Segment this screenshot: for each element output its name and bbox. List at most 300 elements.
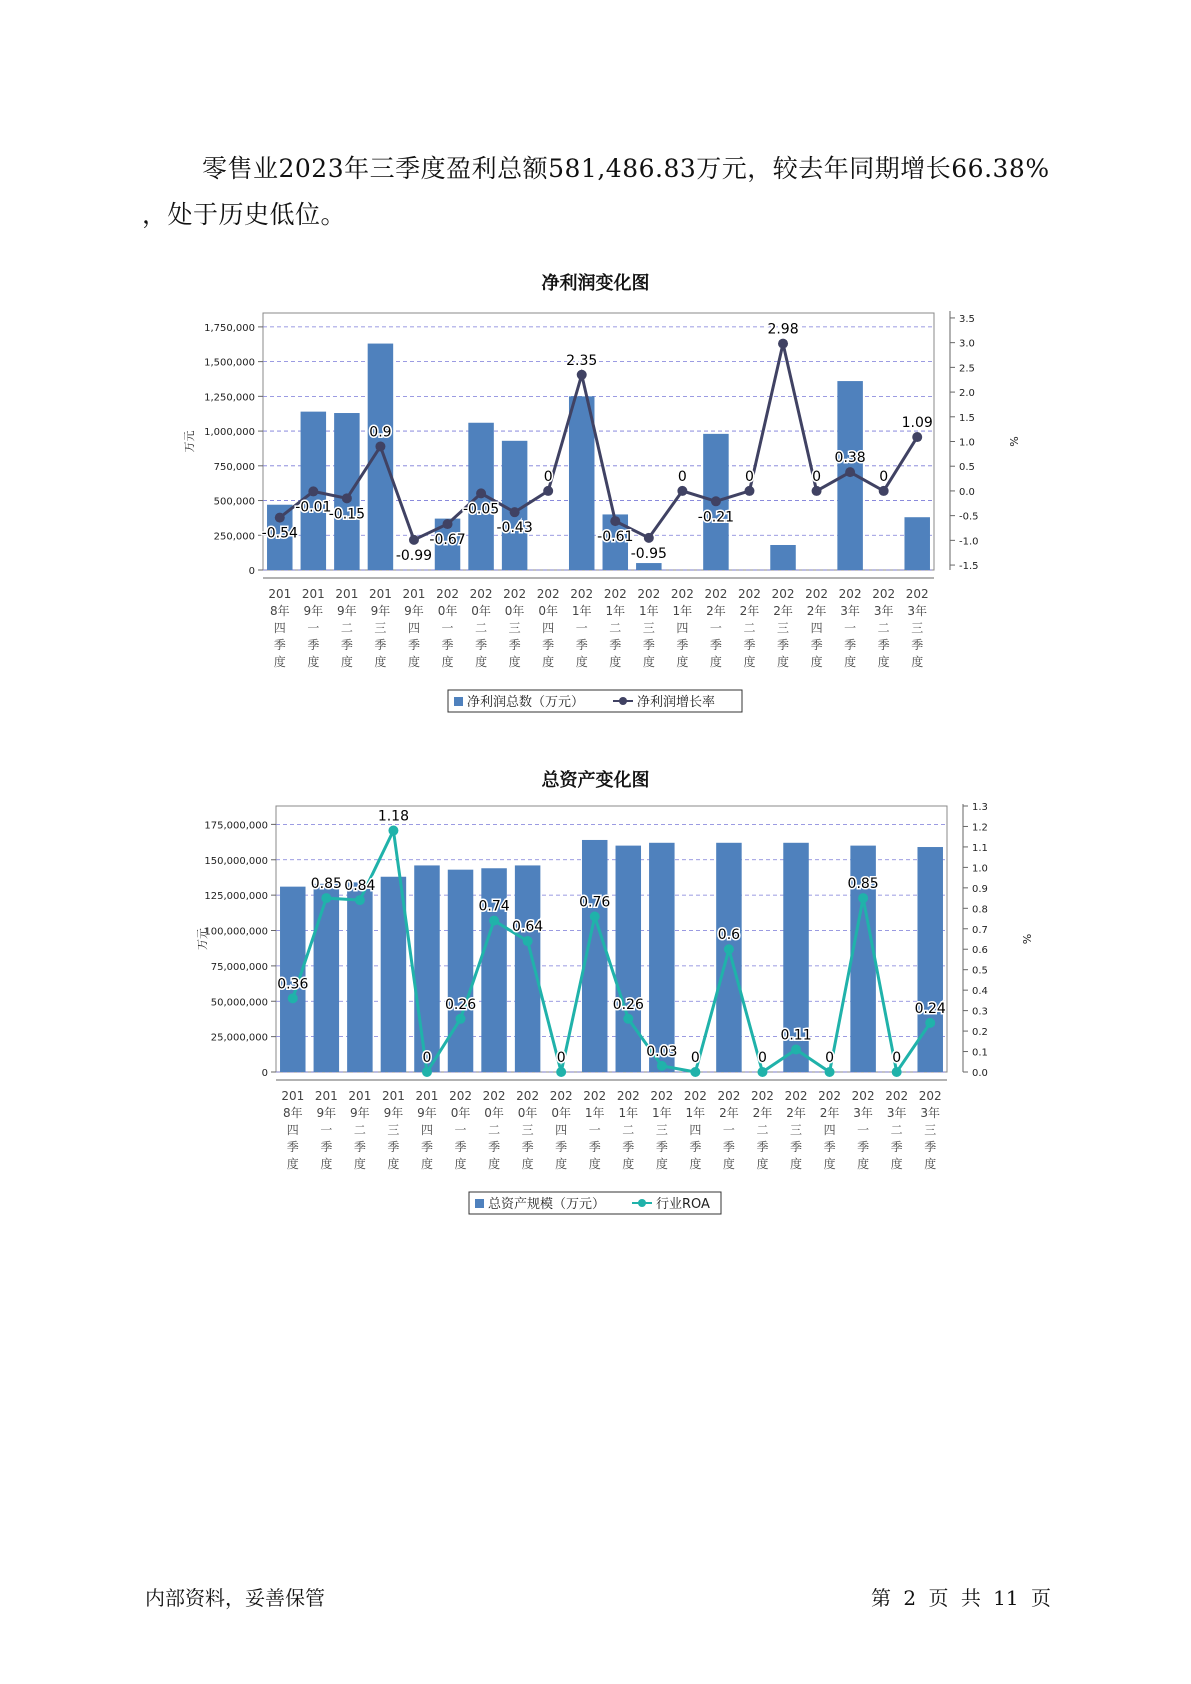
data-label: 0.9 xyxy=(369,424,392,441)
x-tick-label: 度 xyxy=(676,655,689,669)
x-tick-label: 1年 xyxy=(618,1106,639,1120)
line-point xyxy=(321,893,331,903)
x-tick-label: 0年 xyxy=(517,1106,538,1120)
x-tick-label: 季 xyxy=(810,638,823,652)
bar xyxy=(314,884,339,1072)
bar xyxy=(334,413,359,570)
x-tick-label: 二 xyxy=(622,1123,635,1137)
x-tick-label: 度 xyxy=(743,655,756,669)
x-tick-label: 二 xyxy=(609,621,622,635)
x-tick-label: 度 xyxy=(709,655,722,669)
x-tick-label: 季 xyxy=(743,638,756,652)
x-tick-label: 度 xyxy=(588,1157,601,1171)
x-tick-label: 三 xyxy=(521,1123,534,1137)
x-tick-label: 2年 xyxy=(773,604,793,618)
x-tick-label: 季 xyxy=(420,1140,433,1154)
x-tick-label: 度 xyxy=(521,1157,534,1171)
y-right-tick-label: 1.0 xyxy=(972,863,988,875)
x-tick-label: 度 xyxy=(441,655,454,669)
x-tick-label: 度 xyxy=(722,1157,735,1171)
x-tick-label: 202 xyxy=(583,1089,607,1103)
data-label: 0 xyxy=(556,1050,566,1066)
x-tick-label: 202 xyxy=(905,587,929,601)
x-tick-label: 201 xyxy=(281,1089,305,1103)
x-tick-label: 度 xyxy=(575,655,588,669)
x-tick-label: 202 xyxy=(818,1089,842,1103)
x-tick-label: 201 xyxy=(381,1089,405,1103)
x-tick-label: 四 xyxy=(542,621,555,635)
x-tick-label: 季 xyxy=(273,638,286,652)
data-label: 0.6 xyxy=(717,927,741,944)
x-tick-label: 202 xyxy=(616,1089,640,1103)
line-point xyxy=(543,486,553,496)
line-point xyxy=(845,467,855,477)
plot-area xyxy=(276,806,947,1072)
x-tick-label: 一 xyxy=(441,621,454,635)
data-label: 0.36 xyxy=(277,976,309,993)
data-label: 0.85 xyxy=(310,876,342,893)
x-tick-label: 202 xyxy=(637,587,661,601)
x-tick-label: 3年 xyxy=(840,604,860,618)
x-tick-label: 季 xyxy=(555,1140,568,1154)
data-label: -0.95 xyxy=(630,545,667,562)
x-tick-label: 度 xyxy=(609,655,622,669)
y-left-tick-label: 75,000,000 xyxy=(210,961,268,973)
data-label: 0.26 xyxy=(612,996,644,1013)
line-point xyxy=(409,535,419,545)
x-tick-label: 2年 xyxy=(819,1106,840,1120)
legend-bar-label: 净利润总数（万元） xyxy=(467,695,585,710)
x-tick-label: 度 xyxy=(756,1157,769,1171)
x-tick-label: 9年 xyxy=(303,604,324,618)
x-tick-label: 201 xyxy=(402,587,426,601)
x-tick-label: 季 xyxy=(609,638,622,652)
data-label: 0.76 xyxy=(579,894,611,911)
data-label: 1.18 xyxy=(377,808,410,825)
footer-page-number: 第 2 页 共 11 页 xyxy=(871,1586,1051,1610)
y-left-tick-label: 1,750,000 xyxy=(204,322,255,334)
y-left-axis-title: 万元 xyxy=(183,430,196,453)
x-tick-label: 1年 xyxy=(571,604,592,618)
y-right-tick-label: 0.6 xyxy=(972,945,988,957)
legend-line-label: 净利润增长率 xyxy=(637,695,716,710)
x-tick-label: 度 xyxy=(844,655,857,669)
line-point xyxy=(355,895,365,905)
line-point xyxy=(825,1067,835,1077)
x-tick-label: 一 xyxy=(844,621,857,635)
x-tick-label: 季 xyxy=(441,638,454,652)
x-tick-label: 9年 xyxy=(404,604,424,618)
data-label: 0.85 xyxy=(847,876,879,893)
y-left-tick-label: 25,000,000 xyxy=(210,1032,268,1044)
x-tick-label: 202 xyxy=(683,1089,707,1103)
net-profit-chart xyxy=(0,300,1191,740)
x-tick-label: 季 xyxy=(676,638,689,652)
data-label: -0.67 xyxy=(429,532,466,549)
data-label: 1.09 xyxy=(901,415,933,432)
x-tick-label: 季 xyxy=(353,1140,366,1154)
data-label: 0 xyxy=(879,468,889,485)
x-tick-label: 季 xyxy=(777,638,790,652)
x-tick-label: 度 xyxy=(420,1157,433,1171)
x-tick-label: 8年 xyxy=(282,1106,303,1120)
x-tick-label: 季 xyxy=(575,638,588,652)
y-left-tick-label: 150,000,000 xyxy=(204,855,268,867)
line-point xyxy=(791,1044,801,1054)
x-tick-label: 202 xyxy=(503,587,527,601)
x-tick-label: 202 xyxy=(469,587,493,601)
y-right-tick-label: -1.0 xyxy=(959,536,979,548)
x-tick-label: 三 xyxy=(655,1123,668,1137)
x-tick-label: 一 xyxy=(709,621,722,635)
x-tick-label: 季 xyxy=(844,638,857,652)
x-tick-label: 202 xyxy=(482,1089,506,1103)
x-tick-label: 四 xyxy=(823,1123,836,1137)
x-tick-label: 四 xyxy=(407,621,420,635)
y-right-tick-label: 0.5 xyxy=(959,462,975,474)
y-left-tick-label: 250,000 xyxy=(213,531,255,543)
x-tick-label: 季 xyxy=(722,1140,735,1154)
x-tick-label: 1年 xyxy=(605,604,626,618)
x-tick-label: 二 xyxy=(756,1123,769,1137)
x-tick-label: 201 xyxy=(301,587,325,601)
x-tick-label: 9年 xyxy=(316,1106,337,1120)
x-tick-label: 202 xyxy=(549,1089,573,1103)
legend-line-label: 行业ROA xyxy=(656,1197,710,1212)
footer-confidential-note: 内部资料，妥善保管 xyxy=(145,1586,325,1610)
y-right-tick-label: 3.5 xyxy=(959,313,975,325)
line-point xyxy=(443,519,453,529)
data-label: 0 xyxy=(677,468,687,485)
x-tick-label: 四 xyxy=(286,1123,299,1137)
y-right-tick-label: 3.0 xyxy=(959,338,975,350)
x-tick-label: 一 xyxy=(307,621,320,635)
y-right-tick-label: 0.9 xyxy=(972,883,988,895)
line-point xyxy=(275,513,285,523)
x-tick-label: 季 xyxy=(823,1140,836,1154)
data-label: 0 xyxy=(543,468,553,485)
y-left-tick-label: 1,250,000 xyxy=(204,392,255,404)
x-tick-label: 202 xyxy=(670,587,694,601)
x-tick-label: 3年 xyxy=(873,604,894,618)
x-tick-label: 季 xyxy=(622,1140,635,1154)
line-point xyxy=(892,1067,902,1077)
x-tick-label: 季 xyxy=(508,638,521,652)
x-tick-label: 0年 xyxy=(551,1106,571,1120)
x-tick-label: 0年 xyxy=(538,604,558,618)
x-tick-label: 3年 xyxy=(907,604,928,618)
x-tick-label: 度 xyxy=(877,655,890,669)
x-tick-label: 四 xyxy=(810,621,823,635)
x-tick-label: 度 xyxy=(387,1157,400,1171)
bar xyxy=(368,344,393,570)
data-label: 0 xyxy=(690,1050,700,1066)
y-left-tick-label: 175,000,000 xyxy=(204,820,268,832)
y-left-tick-label: 125,000,000 xyxy=(204,891,268,903)
x-tick-label: 一 xyxy=(575,621,588,635)
y-left-tick-label: 50,000,000 xyxy=(210,997,268,1009)
x-tick-label: 9年 xyxy=(383,1106,404,1120)
data-label: 2.98 xyxy=(767,321,799,338)
x-tick-label: 季 xyxy=(588,1140,601,1154)
x-tick-label: 202 xyxy=(805,587,829,601)
data-label: 0.84 xyxy=(344,878,376,895)
x-tick-label: 二 xyxy=(743,621,756,635)
data-label: -0.15 xyxy=(328,506,365,523)
line-point xyxy=(912,432,922,442)
y-right-tick-label: 1.5 xyxy=(959,412,975,424)
x-tick-label: 202 xyxy=(918,1089,942,1103)
y-right-tick-label: 0.5 xyxy=(972,965,988,977)
y-right-tick-label: 2.5 xyxy=(959,363,975,375)
x-tick-label: 度 xyxy=(353,1157,366,1171)
x-tick-label: 三 xyxy=(924,1123,937,1137)
x-tick-label: 202 xyxy=(771,587,795,601)
line-point xyxy=(556,1067,566,1077)
x-tick-label: 201 xyxy=(415,1089,439,1103)
data-label: 0.03 xyxy=(646,1043,678,1060)
bar xyxy=(569,396,594,570)
x-tick-label: 8年 xyxy=(269,604,290,618)
x-tick-label: 1年 xyxy=(685,1106,706,1120)
x-tick-label: 季 xyxy=(454,1140,467,1154)
x-tick-label: 二 xyxy=(488,1123,501,1137)
x-tick-label: 一 xyxy=(320,1123,333,1137)
x-tick-label: 度 xyxy=(689,1157,702,1171)
x-tick-label: 季 xyxy=(340,638,353,652)
line-point xyxy=(610,516,620,526)
y-right-tick-label: -1.5 xyxy=(959,561,979,573)
x-tick-label: 季 xyxy=(877,638,890,652)
line-point xyxy=(523,936,533,946)
line-point xyxy=(724,944,734,954)
line-point xyxy=(590,911,600,921)
bar xyxy=(515,865,540,1072)
y-left-tick-label: 1,000,000 xyxy=(204,427,255,439)
y-right-axis-title: % xyxy=(1020,933,1033,945)
x-tick-label: 202 xyxy=(717,1089,741,1103)
x-tick-label: 季 xyxy=(689,1140,702,1154)
x-tick-label: 度 xyxy=(555,1157,568,1171)
line-point xyxy=(690,1067,700,1077)
x-tick-label: 202 xyxy=(851,1089,875,1103)
data-label: 0 xyxy=(422,1050,432,1066)
bar xyxy=(904,517,929,570)
x-tick-label: 度 xyxy=(488,1157,501,1171)
x-tick-label: 四 xyxy=(676,621,689,635)
x-tick-label: 0年 xyxy=(437,604,458,618)
x-tick-label: 201 xyxy=(335,587,359,601)
x-tick-label: 9年 xyxy=(350,1106,370,1120)
y-right-tick-label: 2.0 xyxy=(959,388,975,400)
data-label: 0 xyxy=(745,468,754,485)
x-tick-label: 202 xyxy=(570,587,594,601)
x-tick-label: 季 xyxy=(790,1140,803,1154)
x-tick-label: 1年 xyxy=(652,1106,672,1120)
x-tick-label: 四 xyxy=(555,1123,568,1137)
x-tick-label: 202 xyxy=(872,587,896,601)
line-point xyxy=(711,496,721,506)
bar xyxy=(770,545,795,570)
x-tick-label: 季 xyxy=(542,638,555,652)
x-tick-label: 度 xyxy=(407,655,420,669)
y-right-axis-title: % xyxy=(1007,436,1020,447)
x-tick-label: 201 xyxy=(368,587,392,601)
x-tick-label: 度 xyxy=(924,1157,937,1171)
bar xyxy=(347,882,372,1072)
x-tick-label: 度 xyxy=(810,655,823,669)
y-right-tick-label: 0.3 xyxy=(972,1006,988,1018)
x-tick-label: 2年 xyxy=(739,604,760,618)
x-tick-label: 0年 xyxy=(484,1106,504,1120)
data-label: -0.99 xyxy=(395,547,433,564)
x-tick-label: 1年 xyxy=(639,604,659,618)
x-tick-label: 202 xyxy=(738,587,761,601)
x-tick-label: 季 xyxy=(911,638,924,652)
line-point xyxy=(342,493,352,503)
data-label: 0.24 xyxy=(914,1000,946,1017)
x-tick-label: 1年 xyxy=(584,1106,605,1120)
x-tick-label: 四 xyxy=(689,1123,702,1137)
x-tick-label: 度 xyxy=(655,1157,668,1171)
x-tick-label: 度 xyxy=(911,655,924,669)
y-left-tick-label: 750,000 xyxy=(213,461,255,473)
x-tick-label: 度 xyxy=(320,1157,333,1171)
line-point xyxy=(812,486,822,496)
x-tick-label: 一 xyxy=(722,1123,735,1137)
y-right-tick-label: 1.0 xyxy=(959,437,975,449)
x-tick-label: 度 xyxy=(454,1157,467,1171)
x-tick-label: 202 xyxy=(751,1089,774,1103)
x-tick-label: 度 xyxy=(542,655,555,669)
x-tick-label: 季 xyxy=(924,1140,937,1154)
data-label: 0 xyxy=(892,1050,902,1066)
data-label: -0.21 xyxy=(697,509,735,526)
body-paragraph xyxy=(142,146,1077,238)
x-tick-label: 201 xyxy=(268,587,292,601)
chart-title-net-profit: 净利润变化图 xyxy=(541,273,650,294)
x-tick-label: 度 xyxy=(508,655,521,669)
line-point xyxy=(388,826,398,836)
data-label: 0.64 xyxy=(512,919,544,936)
line-point xyxy=(375,441,385,451)
x-tick-label: 度 xyxy=(622,1157,635,1171)
x-tick-label: 季 xyxy=(286,1140,299,1154)
line-point xyxy=(623,1014,633,1024)
y-right-tick-label: 0.1 xyxy=(972,1047,988,1059)
x-tick-label: 四 xyxy=(420,1123,433,1137)
data-label: -0.61 xyxy=(597,529,634,546)
data-label: -0.05 xyxy=(462,501,500,518)
line-point xyxy=(577,370,587,380)
x-tick-label: 2年 xyxy=(752,1106,773,1120)
legend-bar-swatch xyxy=(454,697,463,706)
bar xyxy=(636,563,661,570)
data-label: 0.38 xyxy=(834,450,866,467)
bar xyxy=(649,843,674,1072)
x-tick-label: 季 xyxy=(387,1140,400,1154)
x-tick-label: 202 xyxy=(784,1089,808,1103)
line-point xyxy=(308,486,318,496)
y-left-axis-title: 万元 xyxy=(196,928,209,950)
x-tick-label: 季 xyxy=(890,1140,903,1154)
x-tick-label: 季 xyxy=(655,1140,668,1154)
x-tick-label: 季 xyxy=(709,638,722,652)
data-label: 0.74 xyxy=(478,898,510,915)
line-point xyxy=(778,339,788,349)
x-tick-label: 202 xyxy=(704,587,728,601)
x-tick-label: 0年 xyxy=(504,604,525,618)
line-point xyxy=(925,1018,935,1028)
x-tick-label: 三 xyxy=(387,1123,400,1137)
line-point xyxy=(657,1061,667,1071)
data-label: 0.11 xyxy=(780,1027,812,1044)
x-tick-label: 202 xyxy=(516,1089,540,1103)
x-tick-label: 3年 xyxy=(920,1106,941,1120)
y-right-tick-label: 1.3 xyxy=(972,802,988,813)
bar xyxy=(616,846,641,1072)
x-tick-label: 季 xyxy=(374,638,387,652)
x-tick-label: 二 xyxy=(340,621,353,635)
x-tick-label: 度 xyxy=(340,655,353,669)
paragraph-line-2: ，处于历史低位。 xyxy=(142,200,347,229)
y-left-tick-label: 100,000,000 xyxy=(204,926,268,938)
x-tick-label: 季 xyxy=(756,1140,769,1154)
x-tick-label: 202 xyxy=(536,587,560,601)
x-tick-label: 度 xyxy=(823,1157,836,1171)
y-left-tick-label: 500,000 xyxy=(213,496,255,508)
bar xyxy=(448,870,473,1072)
x-tick-label: 三 xyxy=(911,621,924,635)
x-tick-label: 2年 xyxy=(786,1106,806,1120)
line-point xyxy=(456,1014,466,1024)
y-right-tick-label: 0.0 xyxy=(959,486,975,498)
data-label: -0.01 xyxy=(295,499,332,516)
x-tick-label: 0年 xyxy=(450,1106,471,1120)
x-tick-label: 三 xyxy=(508,621,521,635)
x-tick-label: 二 xyxy=(890,1123,903,1137)
x-tick-label: 季 xyxy=(320,1140,333,1154)
data-label: 0 xyxy=(825,1050,835,1066)
y-right-tick-label: 0.8 xyxy=(972,904,988,916)
line-point xyxy=(510,507,520,517)
x-tick-label: 度 xyxy=(890,1157,903,1171)
x-tick-label: 202 xyxy=(838,587,862,601)
y-right-tick-label: -0.5 xyxy=(959,511,979,523)
x-tick-label: 202 xyxy=(885,1089,909,1103)
y-left-tick-label: 0 xyxy=(248,566,255,577)
bar xyxy=(381,877,406,1072)
paragraph-line-1: 零售业2023年三季度盈利总额581,486.83万元，较去年同期增长66.38% xyxy=(202,154,1050,183)
x-tick-label: 三 xyxy=(777,621,790,635)
total-assets-chart xyxy=(0,800,1191,1240)
x-tick-label: 9年 xyxy=(370,604,391,618)
x-tick-label: 二 xyxy=(475,621,488,635)
x-tick-label: 度 xyxy=(790,1157,803,1171)
x-tick-label: 四 xyxy=(273,621,286,635)
x-tick-label: 季 xyxy=(521,1140,534,1154)
x-tick-label: 202 xyxy=(449,1089,472,1103)
x-tick-label: 201 xyxy=(314,1089,338,1103)
x-tick-label: 202 xyxy=(603,587,627,601)
x-tick-label: 度 xyxy=(273,655,286,669)
data-label: 0.26 xyxy=(444,996,477,1013)
legend-line-marker xyxy=(638,1199,646,1207)
data-label: 2.35 xyxy=(566,352,598,369)
data-label: -0.54 xyxy=(261,525,298,542)
line-point xyxy=(757,1067,767,1077)
x-tick-label: 1年 xyxy=(672,604,693,618)
